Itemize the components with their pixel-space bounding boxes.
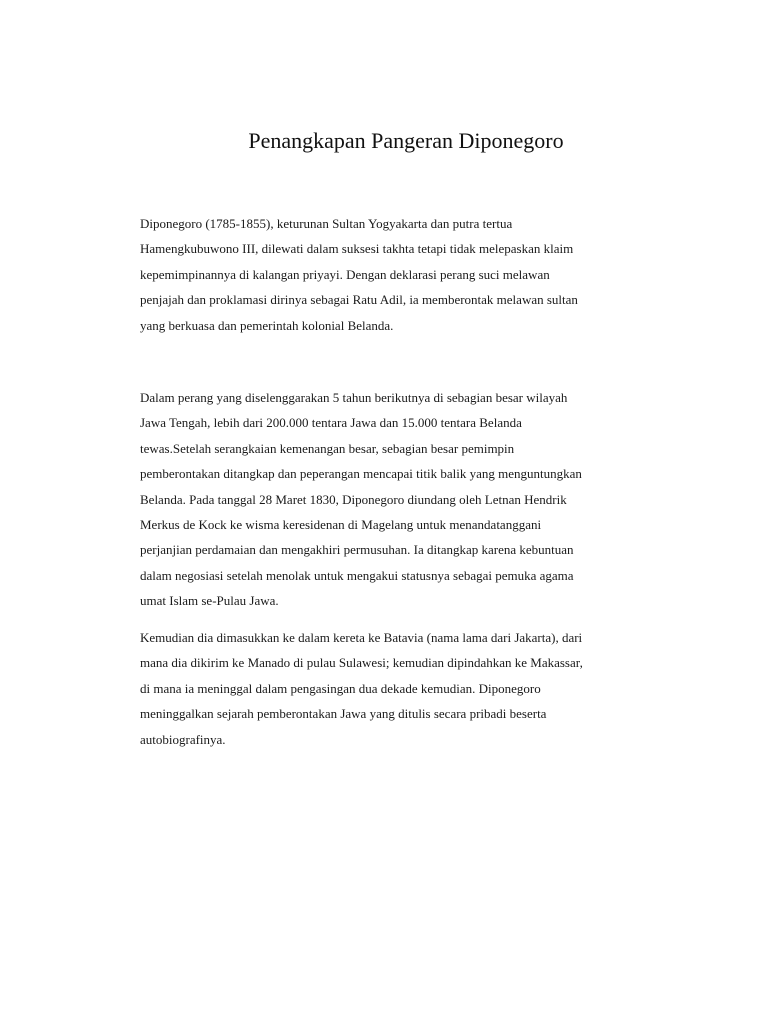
paragraph-line: Dalam perang yang diselenggarakan 5 tahun berikutnya di sebagian besar wilayah [140, 390, 568, 405]
paragraph-line: di mana ia meninggal dalam pengasingan dua dekade kemudian. Diponegoro [140, 680, 541, 696]
paragraph-line: Merkus de Kock ke wisma keresidenan di Magelang untuk menandatanggani [140, 517, 542, 533]
paragraph-line: perjanjian perdamaian dan mengakhiri permusuhan. Ia ditangkap karena kebuntuan [140, 542, 574, 558]
paragraph-line: Jawa Tengah, lebih dari 200.000 tentara Jawa dan 15.000 tentara Belanda [140, 415, 522, 431]
paragraph-3 [140, 625, 680, 752]
paragraph-line: kepemimpinannya di kalangan priyayi. Dengan deklarasi perang suci melawan [140, 266, 550, 282]
paragraph-line: yang berkuasa dan pemerintah kolonial Belanda. [140, 317, 394, 333]
paragraph-line: mana dia dikirim ke Manado di pulau Sulawesi; kemudian dipindahkan ke Makassar, [140, 655, 583, 671]
paragraph-1 [140, 211, 680, 338]
paragraph-line: Hamengkubuwono III, dilewati dalam suksesi takhta tetapi tidak melepaskan klaim [140, 241, 574, 257]
paragraph-line: pemberontakan ditangkap dan peperangan mencapai titik balik yang menguntungkan [140, 466, 582, 482]
paragraph-line: umat Islam se-Pulau Jawa. [140, 593, 279, 609]
paragraph-line: Kemudian dia dimasukkan ke dalam kereta ke Batavia (nama lama dari Jakarta), dari [140, 630, 583, 645]
paragraph-line: meninggalkan sejarah pemberontakan Jawa yang ditulis secara pribadi beserta [140, 706, 547, 722]
paragraph-line: autobiografinya. [140, 731, 226, 747]
paragraph-2 [140, 385, 680, 614]
paragraph-line: penjajah dan proklamasi dirinya sebagai Ratu Adil, ia memberontak melawan sultan [140, 292, 578, 308]
paragraph-line: tewas.Setelah serangkaian kemenangan besar, sebagian besar pemimpin [140, 440, 515, 456]
paragraph-line: Belanda. Pada tanggal 28 Maret 1830, Diponegoro diundang oleh Letnan Hendrik [140, 491, 567, 507]
page-title: Penangkapan Pangeran Diponegoro [248, 128, 564, 153]
paragraph-line: Diponegoro (1785-1855), keturunan Sultan Yogyakarta dan putra tertua [140, 216, 513, 231]
paragraph-line: dalam negosiasi setelah menolak untuk mengakui statusnya sebagai pemuka agama [140, 567, 574, 583]
